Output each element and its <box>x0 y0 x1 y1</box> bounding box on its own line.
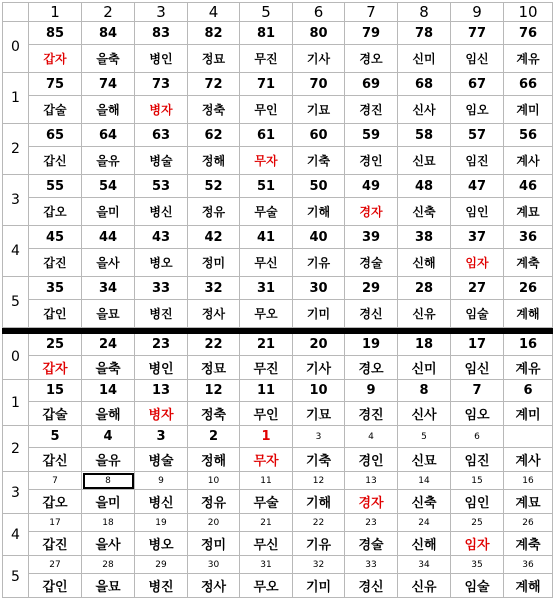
number-cell[interactable]: 4 <box>345 426 398 448</box>
number-cell[interactable]: 50 <box>293 175 345 198</box>
number-cell[interactable]: 10 <box>293 380 345 402</box>
number-cell[interactable]: 37 <box>451 226 504 249</box>
number-cell[interactable]: 66 <box>504 73 553 96</box>
name-cell[interactable]: 기유 <box>293 532 345 556</box>
name-cell[interactable]: 계사 <box>504 448 553 472</box>
name-cell[interactable]: 을해 <box>82 96 135 124</box>
number-cell[interactable]: 40 <box>293 226 345 249</box>
row-label[interactable]: 3 <box>3 175 29 226</box>
name-cell[interactable]: 정미 <box>188 249 240 277</box>
name-cell[interactable]: 을축 <box>82 356 135 380</box>
number-cell[interactable]: 11 <box>240 380 293 402</box>
number-cell[interactable]: 35 <box>29 277 82 300</box>
name-cell[interactable]: 을사 <box>82 532 135 556</box>
name-cell[interactable]: 정묘 <box>188 45 240 73</box>
name-cell[interactable]: 정유 <box>188 490 240 514</box>
name-cell[interactable]: 병술 <box>135 147 188 175</box>
name-cell[interactable]: 계미 <box>504 96 553 124</box>
column-header[interactable]: 8 <box>398 3 451 22</box>
name-cell[interactable]: 기유 <box>293 249 345 277</box>
number-cell[interactable]: 84 <box>82 22 135 45</box>
column-header[interactable]: 1 <box>29 3 82 22</box>
name-cell[interactable]: 계묘 <box>504 490 553 514</box>
name-cell[interactable]: 무술 <box>240 490 293 514</box>
number-cell[interactable]: 22 <box>188 334 240 356</box>
number-cell[interactable]: 79 <box>345 22 398 45</box>
row-label[interactable]: 3 <box>3 472 29 514</box>
number-cell[interactable]: 43 <box>135 226 188 249</box>
number-cell[interactable]: 12 <box>293 472 345 490</box>
name-cell[interactable]: 병진 <box>135 574 188 598</box>
number-cell[interactable]: 25 <box>451 514 504 532</box>
number-cell[interactable]: 67 <box>451 73 504 96</box>
number-cell[interactable]: 17 <box>451 334 504 356</box>
name-row <box>3 532 553 556</box>
number-cell[interactable]: 25 <box>29 334 82 356</box>
number-cell[interactable]: 11 <box>240 472 293 490</box>
name-cell[interactable]: 무인 <box>240 402 293 426</box>
number-cell[interactable]: 22 <box>293 514 345 532</box>
name-cell[interactable]: 기축 <box>293 448 345 472</box>
name-cell[interactable]: 갑술 <box>29 402 82 426</box>
name-cell[interactable]: 경신 <box>345 300 398 328</box>
number-cell[interactable]: 76 <box>504 22 553 45</box>
number-row <box>3 124 553 147</box>
name-cell[interactable]: 갑자 <box>29 45 82 73</box>
number-cell[interactable]: 18 <box>82 514 135 532</box>
name-cell[interactable]: 을유 <box>82 147 135 175</box>
column-header[interactable]: 7 <box>345 3 398 22</box>
number-cell[interactable]: 26 <box>504 514 553 532</box>
name-cell[interactable]: 신축 <box>398 198 451 226</box>
name-cell[interactable]: 임인 <box>451 198 504 226</box>
number-cell[interactable]: 65 <box>29 124 82 147</box>
name-cell[interactable]: 신해 <box>398 249 451 277</box>
number-cell[interactable]: 48 <box>398 175 451 198</box>
name-cell[interactable]: 병오 <box>135 249 188 277</box>
number-cell[interactable]: 20 <box>188 514 240 532</box>
name-cell[interactable]: 병자 <box>135 402 188 426</box>
name-cell[interactable]: 무오 <box>240 574 293 598</box>
number-cell[interactable]: 33 <box>345 556 398 574</box>
number-cell[interactable]: 52 <box>188 175 240 198</box>
number-cell[interactable]: 36 <box>504 556 553 574</box>
name-cell[interactable]: 무신 <box>240 249 293 277</box>
number-cell[interactable]: 15 <box>451 472 504 490</box>
name-cell[interactable]: 정묘 <box>188 356 240 380</box>
number-cell[interactable]: 51 <box>240 175 293 198</box>
number-cell[interactable]: 64 <box>82 124 135 147</box>
name-cell[interactable]: 경술 <box>345 532 398 556</box>
name-cell[interactable]: 갑오 <box>29 490 82 514</box>
name-cell[interactable]: 을해 <box>82 402 135 426</box>
number-cell[interactable]: 34 <box>398 556 451 574</box>
number-cell[interactable]: 16 <box>504 334 553 356</box>
number-cell[interactable]: 6 <box>504 380 553 402</box>
number-row <box>3 380 553 402</box>
number-cell[interactable]: 53 <box>135 175 188 198</box>
number-cell[interactable]: 21 <box>240 514 293 532</box>
number-cell[interactable]: 28 <box>398 277 451 300</box>
number-cell[interactable]: 55 <box>29 175 82 198</box>
name-cell[interactable]: 갑신 <box>29 448 82 472</box>
name-cell[interactable]: 신묘 <box>398 147 451 175</box>
number-cell[interactable]: 5 <box>398 426 451 448</box>
name-cell[interactable]: 무진 <box>240 45 293 73</box>
column-header[interactable]: 5 <box>240 3 293 22</box>
number-row <box>3 514 553 532</box>
number-cell[interactable]: 4 <box>82 426 135 448</box>
name-row <box>3 147 553 175</box>
number-cell[interactable]: 78 <box>398 22 451 45</box>
name-cell[interactable]: 신사 <box>398 402 451 426</box>
name-cell[interactable]: 경자 <box>345 198 398 226</box>
number-cell[interactable]: 32 <box>293 556 345 574</box>
number-row <box>3 277 553 300</box>
number-cell[interactable]: 15 <box>29 380 82 402</box>
number-cell[interactable]: 20 <box>293 334 345 356</box>
name-cell[interactable]: 병신 <box>135 198 188 226</box>
number-cell[interactable]: 33 <box>135 277 188 300</box>
number-cell[interactable]: 34 <box>82 277 135 300</box>
name-cell[interactable]: 을묘 <box>82 574 135 598</box>
name-cell[interactable]: 갑자 <box>29 356 82 380</box>
name-cell[interactable]: 갑진 <box>29 249 82 277</box>
name-cell[interactable]: 무신 <box>240 532 293 556</box>
name-cell[interactable]: 정해 <box>188 448 240 472</box>
number-cell[interactable]: 80 <box>293 22 345 45</box>
number-cell[interactable]: 7 <box>451 380 504 402</box>
number-cell[interactable]: 28 <box>82 556 135 574</box>
column-header[interactable]: 9 <box>451 3 504 22</box>
number-cell[interactable]: 7 <box>29 472 82 490</box>
name-cell[interactable]: 을묘 <box>82 300 135 328</box>
name-cell[interactable]: 갑오 <box>29 198 82 226</box>
number-cell[interactable]: 57 <box>451 124 504 147</box>
name-cell[interactable]: 신축 <box>398 490 451 514</box>
name-cell[interactable]: 기축 <box>293 147 345 175</box>
number-cell[interactable]: 1 <box>240 426 293 448</box>
name-row <box>3 249 553 277</box>
number-cell[interactable]: 30 <box>188 556 240 574</box>
name-cell[interactable]: 기묘 <box>293 402 345 426</box>
column-header[interactable]: 4 <box>188 3 240 22</box>
name-row <box>3 356 553 380</box>
name-cell[interactable]: 병자 <box>135 96 188 124</box>
name-cell[interactable]: 신사 <box>398 96 451 124</box>
column-header[interactable]: 6 <box>293 3 345 22</box>
number-cell[interactable]: 29 <box>135 556 188 574</box>
name-cell[interactable]: 정해 <box>188 147 240 175</box>
number-cell[interactable]: 31 <box>240 556 293 574</box>
row-label[interactable]: 1 <box>3 73 29 124</box>
number-cell[interactable]: 10 <box>188 472 240 490</box>
number-cell[interactable]: 21 <box>240 334 293 356</box>
name-cell[interactable]: 무진 <box>240 356 293 380</box>
name-cell[interactable]: 기묘 <box>293 96 345 124</box>
number-cell[interactable]: 71 <box>240 73 293 96</box>
number-cell[interactable]: 8 <box>398 380 451 402</box>
number-cell[interactable]: 16 <box>504 472 553 490</box>
number-row <box>3 334 553 356</box>
name-cell[interactable]: 정유 <box>188 198 240 226</box>
name-cell[interactable]: 정축 <box>188 402 240 426</box>
number-cell[interactable] <box>504 426 553 448</box>
name-cell[interactable]: 임술 <box>451 300 504 328</box>
column-header[interactable]: 10 <box>504 3 553 22</box>
name-cell[interactable]: 을유 <box>82 448 135 472</box>
name-cell[interactable]: 정사 <box>188 574 240 598</box>
number-row <box>3 426 553 448</box>
number-cell[interactable]: 3 <box>293 426 345 448</box>
number-cell[interactable]: 39 <box>345 226 398 249</box>
name-cell[interactable]: 병인 <box>135 45 188 73</box>
number-row <box>3 175 553 198</box>
number-cell[interactable]: 38 <box>398 226 451 249</box>
name-cell[interactable]: 기사 <box>293 356 345 380</box>
number-cell[interactable]: 24 <box>398 514 451 532</box>
name-cell[interactable]: 경자 <box>345 490 398 514</box>
name-cell[interactable]: 갑술 <box>29 96 82 124</box>
name-cell[interactable]: 정사 <box>188 300 240 328</box>
number-cell[interactable]: 73 <box>135 73 188 96</box>
number-cell[interactable]: 42 <box>188 226 240 249</box>
number-row <box>3 472 553 490</box>
number-cell[interactable]: 26 <box>504 277 553 300</box>
number-cell[interactable]: 62 <box>188 124 240 147</box>
name-cell[interactable]: 신미 <box>398 45 451 73</box>
name-cell[interactable]: 경진 <box>345 402 398 426</box>
name-cell[interactable]: 계해 <box>504 300 553 328</box>
name-cell[interactable]: 정미 <box>188 532 240 556</box>
number-cell[interactable]: 70 <box>293 73 345 96</box>
name-cell[interactable]: 병인 <box>135 356 188 380</box>
number-cell[interactable]: 19 <box>135 514 188 532</box>
name-cell[interactable]: 경오 <box>345 356 398 380</box>
name-cell[interactable]: 병술 <box>135 448 188 472</box>
number-cell[interactable]: 72 <box>188 73 240 96</box>
name-cell[interactable]: 무술 <box>240 198 293 226</box>
number-cell[interactable]: 44 <box>82 226 135 249</box>
name-cell[interactable]: 임자 <box>451 249 504 277</box>
name-cell[interactable]: 계유 <box>504 356 553 380</box>
name-row <box>3 448 553 472</box>
row-label[interactable]: 4 <box>3 514 29 556</box>
row-label[interactable]: 0 <box>3 334 29 380</box>
number-cell[interactable]: 45 <box>29 226 82 249</box>
name-cell[interactable]: 경인 <box>345 147 398 175</box>
number-cell[interactable]: 31 <box>240 277 293 300</box>
number-cell[interactable]: 41 <box>240 226 293 249</box>
number-cell[interactable]: 74 <box>82 73 135 96</box>
number-cell[interactable]: 6 <box>451 426 504 448</box>
name-cell[interactable]: 무인 <box>240 96 293 124</box>
row-label[interactable]: 0 <box>3 22 29 73</box>
number-cell[interactable]: 68 <box>398 73 451 96</box>
number-cell[interactable]: 75 <box>29 73 82 96</box>
name-cell[interactable]: 계사 <box>504 147 553 175</box>
name-cell[interactable]: 임진 <box>451 448 504 472</box>
name-cell[interactable]: 갑인 <box>29 574 82 598</box>
number-cell[interactable]: 59 <box>345 124 398 147</box>
number-cell[interactable]: 83 <box>135 22 188 45</box>
number-cell[interactable]: 35 <box>451 556 504 574</box>
column-header[interactable]: 3 <box>135 3 188 22</box>
row-label[interactable]: 2 <box>3 426 29 472</box>
name-cell[interactable]: 경술 <box>345 249 398 277</box>
name-cell[interactable]: 을축 <box>82 45 135 73</box>
name-cell[interactable]: 계축 <box>504 249 553 277</box>
number-cell[interactable]: 29 <box>345 277 398 300</box>
number-cell[interactable]: 61 <box>240 124 293 147</box>
name-cell[interactable]: 신해 <box>398 532 451 556</box>
name-cell[interactable]: 경진 <box>345 96 398 124</box>
name-cell[interactable]: 기해 <box>293 198 345 226</box>
name-row <box>3 96 553 124</box>
number-cell[interactable]: 5 <box>29 426 82 448</box>
name-cell[interactable]: 갑인 <box>29 300 82 328</box>
row-label[interactable]: 4 <box>3 226 29 277</box>
number-cell[interactable]: 3 <box>135 426 188 448</box>
name-cell[interactable]: 신묘 <box>398 448 451 472</box>
name-cell[interactable]: 임신 <box>451 45 504 73</box>
name-cell[interactable]: 기사 <box>293 45 345 73</box>
name-cell[interactable]: 임자 <box>451 532 504 556</box>
name-cell[interactable]: 기해 <box>293 490 345 514</box>
name-row <box>3 300 553 328</box>
number-cell[interactable]: 9 <box>135 472 188 490</box>
name-cell[interactable]: 임인 <box>451 490 504 514</box>
number-cell[interactable]: 12 <box>188 380 240 402</box>
corner-cell[interactable] <box>3 3 29 22</box>
name-row <box>3 574 553 598</box>
number-cell[interactable]: 24 <box>82 334 135 356</box>
number-cell[interactable]: 85 <box>29 22 82 45</box>
name-row <box>3 402 553 426</box>
name-cell[interactable]: 경인 <box>345 448 398 472</box>
number-cell[interactable]: 27 <box>451 277 504 300</box>
name-cell[interactable]: 계묘 <box>504 198 553 226</box>
name-cell[interactable]: 무오 <box>240 300 293 328</box>
number-cell[interactable]: 69 <box>345 73 398 96</box>
row-label[interactable]: 1 <box>3 380 29 426</box>
number-cell[interactable]: 14 <box>82 380 135 402</box>
number-cell[interactable]: 49 <box>345 175 398 198</box>
row-label[interactable]: 5 <box>3 556 29 598</box>
number-cell[interactable]: 82 <box>188 22 240 45</box>
name-cell[interactable]: 임술 <box>451 574 504 598</box>
name-cell[interactable]: 갑진 <box>29 532 82 556</box>
number-row <box>3 556 553 574</box>
number-cell[interactable]: 60 <box>293 124 345 147</box>
name-cell[interactable]: 기미 <box>293 574 345 598</box>
name-cell[interactable]: 을미 <box>82 198 135 226</box>
number-cell[interactable]: 13 <box>345 472 398 490</box>
number-cell[interactable]: 17 <box>29 514 82 532</box>
number-cell[interactable]: 77 <box>451 22 504 45</box>
number-cell[interactable]: 9 <box>345 380 398 402</box>
name-cell[interactable]: 계유 <box>504 45 553 73</box>
number-cell[interactable]: 30 <box>293 277 345 300</box>
name-cell[interactable]: 무자 <box>240 147 293 175</box>
column-header-row <box>3 3 553 22</box>
number-cell[interactable]: 14 <box>398 472 451 490</box>
name-cell[interactable]: 을미 <box>82 490 135 514</box>
number-row <box>3 73 553 96</box>
row-label[interactable]: 2 <box>3 124 29 175</box>
number-cell[interactable]: 54 <box>82 175 135 198</box>
number-cell[interactable]: 81 <box>240 22 293 45</box>
name-row <box>3 45 553 73</box>
name-cell[interactable]: 병진 <box>135 300 188 328</box>
number-row <box>3 226 553 249</box>
name-cell[interactable]: 정축 <box>188 96 240 124</box>
name-cell[interactable]: 임신 <box>451 356 504 380</box>
column-header[interactable]: 2 <box>82 3 135 22</box>
number-cell[interactable]: 13 <box>135 380 188 402</box>
number-cell[interactable]: 58 <box>398 124 451 147</box>
row-label[interactable]: 5 <box>3 277 29 328</box>
number-cell[interactable]: 18 <box>398 334 451 356</box>
name-row <box>3 490 553 514</box>
number-cell[interactable]: 19 <box>345 334 398 356</box>
number-cell[interactable]: 47 <box>451 175 504 198</box>
name-cell[interactable]: 경오 <box>345 45 398 73</box>
number-cell[interactable]: 63 <box>135 124 188 147</box>
name-cell[interactable]: 임오 <box>451 96 504 124</box>
name-cell[interactable]: 병오 <box>135 532 188 556</box>
number-row <box>3 22 553 45</box>
name-cell[interactable]: 신유 <box>398 574 451 598</box>
number-cell[interactable]: 23 <box>135 334 188 356</box>
name-cell[interactable]: 임오 <box>451 402 504 426</box>
number-cell[interactable]: 36 <box>504 226 553 249</box>
name-cell[interactable]: 신미 <box>398 356 451 380</box>
name-cell[interactable]: 계축 <box>504 532 553 556</box>
name-cell[interactable]: 신유 <box>398 300 451 328</box>
number-cell[interactable]: 2 <box>188 426 240 448</box>
name-cell[interactable]: 기미 <box>293 300 345 328</box>
name-cell[interactable]: 무자 <box>240 448 293 472</box>
sixty-cycle-table <box>2 2 553 598</box>
number-cell[interactable]: 23 <box>345 514 398 532</box>
number-cell[interactable]: 27 <box>29 556 82 574</box>
number-cell[interactable]: 8 <box>82 472 135 490</box>
name-row <box>3 198 553 226</box>
name-cell[interactable]: 계해 <box>504 574 553 598</box>
name-cell[interactable]: 임진 <box>451 147 504 175</box>
name-cell[interactable]: 갑신 <box>29 147 82 175</box>
number-cell[interactable]: 46 <box>504 175 553 198</box>
number-cell[interactable]: 56 <box>504 124 553 147</box>
name-cell[interactable]: 계미 <box>504 402 553 426</box>
name-cell[interactable]: 을사 <box>82 249 135 277</box>
name-cell[interactable]: 경신 <box>345 574 398 598</box>
name-cell[interactable]: 병신 <box>135 490 188 514</box>
number-cell[interactable]: 32 <box>188 277 240 300</box>
